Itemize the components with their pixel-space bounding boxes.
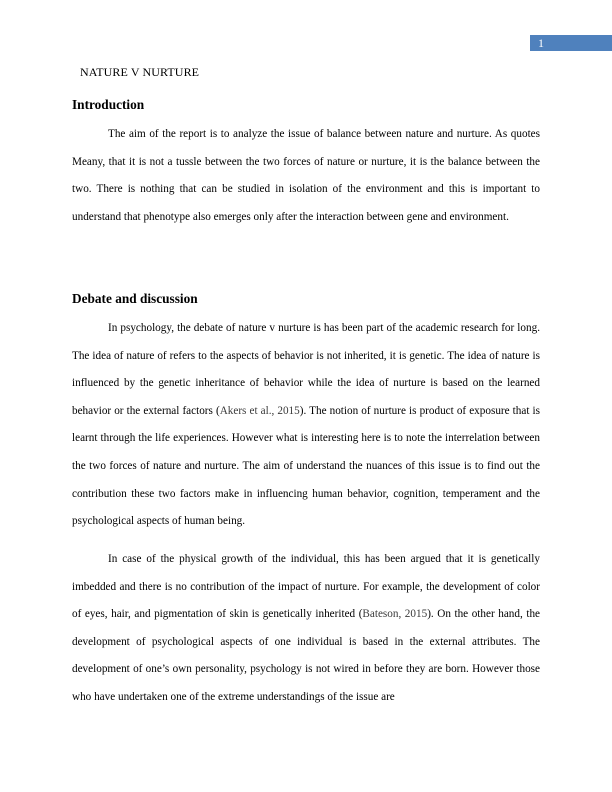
paragraph-text: In case of the physical growth of the individual, this has been argued that it is genetically imbedded and there is no contribution of the impact of nurture. For example, the development of color of eyes, hair, and pigmentation of skin is genetically inherited ( — [72, 553, 540, 621]
paragraph-text: ). On the other hand, the development of psychological aspects of one individual is based in the external attributes. The development of one’s own personality, psychology is not wired in before they are born. However those who have undertaken one of the extreme understandings of the issue are — [72, 608, 540, 703]
debate-paragraph-2 — [72, 546, 540, 712]
paragraph-text: In psychology, the debate of nature v nurture is has been part of the academic research for long. The idea of nature of refers to the aspects of behavior is not inherited, it is genetic. The idea of nature is influenced by the genetic inheritance of behavior while the idea of nurture is based on the learned behavior or the external factors ( — [72, 322, 540, 417]
introduction-paragraph: The aim of the report is to analyze the issue of balance between nature and nurture. As quotes Meany, that it is not a tussle between the two forces of nature or nurture, it is the balance between the two. There is nothing that can be studied in isolation of the environment and this is important to understand that phenotype also emerges only after the interaction between gene and environment. — [72, 128, 540, 223]
citation-bateson: Bateson, 2015 — [362, 608, 428, 621]
page-number-bar — [530, 35, 612, 51]
paragraph-text: ). The notion of nurture is product of exposure that is learnt through the life experiences. However what is interesting here is to note the interrelation between the two forces of nature and nurture. The aim of understand the nuances of this issue is to find out the contribution these two factors make in influencing human behavior, cognition, temperament and the psychological aspects of human being. — [72, 404, 540, 528]
debate-heading: Debate and discussion — [72, 291, 198, 306]
running-head: NATURE V NURTURE — [80, 65, 200, 79]
page-number: 1 — [538, 36, 544, 50]
introduction-heading: Introduction — [72, 97, 145, 112]
citation-akers: Akers et al., 2015 — [219, 404, 300, 417]
debate-paragraph-1 — [72, 315, 540, 536]
